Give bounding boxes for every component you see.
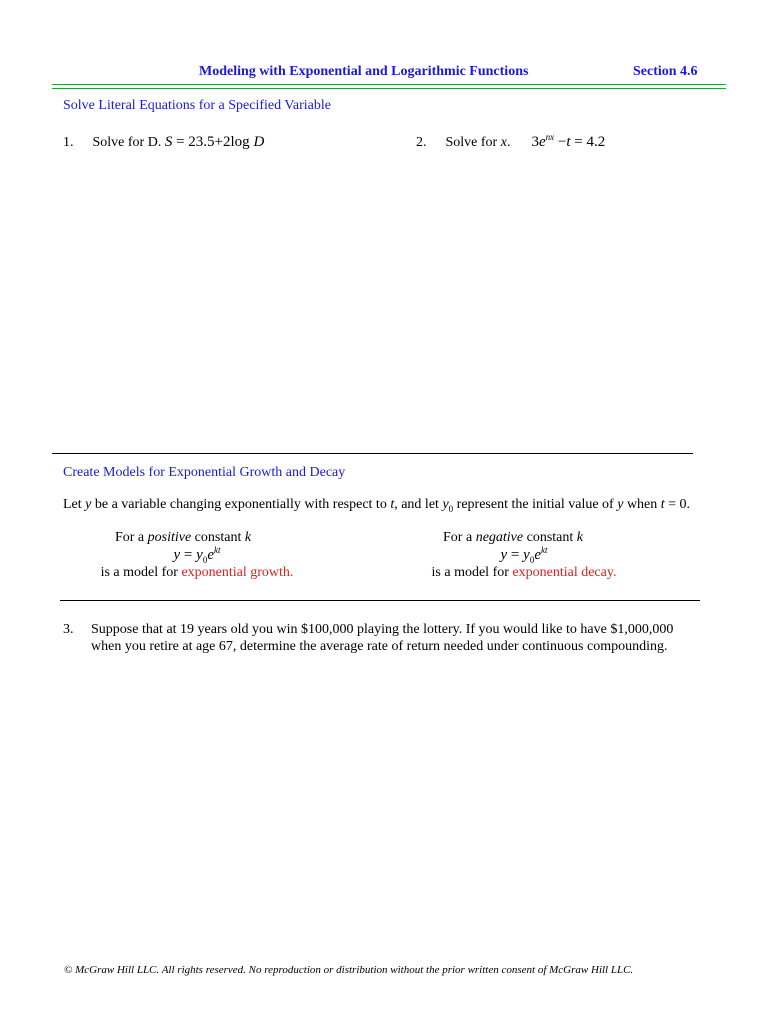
models-intro: Let y be a variable changing exponentially with respect to t, and let $y_0$ represent the initial value of y when t = 0. (63, 497, 691, 514)
decay-formula: $y = y_0e^{kt}$ (500, 545, 548, 565)
problem-3-number: 3. (63, 622, 74, 637)
problem-2-equation: $3e^{nx} -t = 4.2$ (531, 132, 606, 150)
copyright-footer: © McGraw Hill LLC. All rights reserved. No reproduction or distribution without the prior written consent of McGraw Hill LLC. (64, 964, 634, 976)
section-divider-1 (52, 453, 693, 454)
problem-3-text: Suppose that at 19 years old you win $100,000 playing the lottery. If you would like to have $1,000,000 when you retire at age 67, determine the average rate of return needed under continuous compounding. (91, 622, 674, 654)
decay-line-3: is a model for exponential decay. (431, 565, 617, 580)
problem-2-number: 2. (416, 135, 427, 150)
growth-formula: $y = y_0e^{kt}$ (173, 545, 221, 565)
decay-line-1: For a negative constant k (443, 530, 583, 545)
section1-heading: Solve Literal Equations for a Specified Variable (63, 98, 331, 113)
problem-1 (63, 134, 264, 151)
header-rule-bottom (52, 88, 726, 89)
section2-heading: Create Models for Exponential Growth and Decay (63, 465, 346, 480)
section-number: Section 4.6 (633, 64, 698, 79)
problem-1-equation: S = 23.5+2log D (164, 134, 265, 150)
section-divider-2 (60, 600, 700, 601)
growth-line-1: For a positive constant k (114, 530, 252, 545)
problem-1-prompt: Solve for D. (92, 135, 162, 150)
problem-1-number: 1. (63, 135, 74, 150)
growth-model (62, 530, 332, 581)
growth-line-3: is a model for exponential growth. (100, 565, 294, 580)
problem-2 (416, 134, 605, 151)
page-title: Modeling with Exponential and Logarithmic Functions (199, 64, 529, 79)
decay-model (390, 530, 658, 581)
header-rule-top (52, 84, 726, 85)
problem-2-prompt: Solve for x. (445, 135, 511, 150)
